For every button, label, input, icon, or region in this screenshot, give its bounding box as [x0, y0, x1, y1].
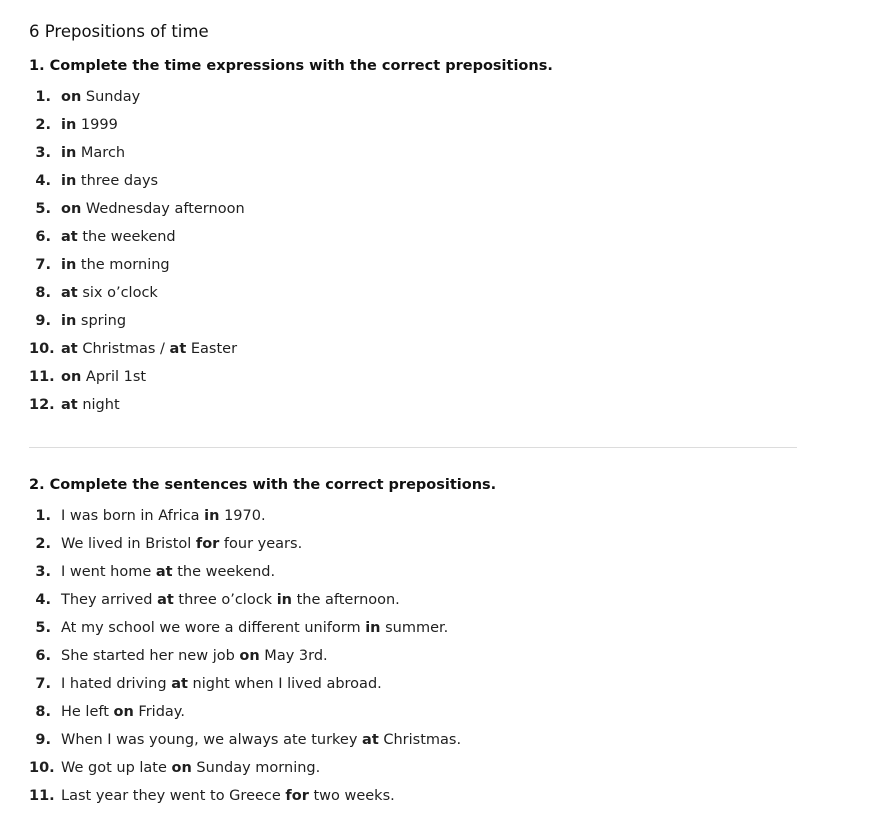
- item-text-segment: two weeks.: [308, 788, 395, 804]
- item-text: [61, 167, 158, 195]
- item-text-segment: summer.: [380, 620, 449, 636]
- list-item: [29, 279, 869, 307]
- item-text: [61, 502, 266, 530]
- answer-preposition: in: [276, 592, 292, 608]
- answer-preposition: at: [61, 341, 78, 357]
- list-item: [29, 614, 869, 642]
- answer-preposition: on: [61, 201, 82, 217]
- item-text-segment: April 1st: [81, 369, 147, 385]
- item-number: 8.: [35, 285, 51, 301]
- list-item: [29, 139, 869, 167]
- answer-preposition: at: [61, 229, 78, 245]
- answer-preposition: at: [169, 341, 187, 357]
- list-item: [29, 586, 869, 614]
- answer-preposition: at: [157, 592, 174, 608]
- list-item: [29, 754, 869, 782]
- list-item: [29, 167, 869, 195]
- list-item: [29, 195, 869, 223]
- answer-preposition: at: [61, 285, 78, 301]
- answer-preposition: in: [204, 508, 220, 524]
- item-text-segment: March: [76, 145, 126, 161]
- list-item: [29, 642, 869, 670]
- item-text: [61, 754, 320, 782]
- item-number: 5.: [35, 620, 51, 636]
- time-expressions-list: [29, 83, 869, 419]
- item-text-segment: 1999: [76, 117, 118, 133]
- item-text-segment: I was born in Africa: [61, 508, 205, 524]
- item-text-segment: She started her new job: [61, 648, 240, 664]
- list-item: [29, 670, 869, 698]
- item-number: 7.: [35, 676, 51, 692]
- list-item: [29, 698, 869, 726]
- item-text: [61, 530, 302, 558]
- item-text: [61, 586, 400, 614]
- item-number: 11.: [29, 369, 55, 385]
- item-number: 10.: [29, 341, 55, 357]
- item-number: 2.: [35, 117, 51, 133]
- item-number: 6.: [35, 648, 51, 664]
- item-text: [61, 251, 170, 279]
- item-number: 1.: [35, 508, 51, 524]
- list-item: [29, 558, 869, 586]
- item-number: 7.: [35, 257, 51, 273]
- item-text: [61, 335, 237, 363]
- page-title: 6 Prepositions of time: [29, 22, 209, 41]
- answer-preposition: in: [61, 313, 77, 329]
- item-number: 2.: [35, 536, 51, 552]
- item-text-segment: Christmas /: [77, 341, 170, 357]
- answer-preposition: in: [365, 620, 381, 636]
- item-text-segment: They arrived: [61, 592, 158, 608]
- item-text-segment: Last year they went to Greece: [61, 788, 286, 804]
- item-text: [61, 670, 382, 698]
- item-text: [61, 614, 448, 642]
- list-item: [29, 335, 869, 363]
- answer-preposition: on: [61, 369, 82, 385]
- answer-preposition: at: [61, 397, 78, 413]
- list-item: [29, 530, 869, 558]
- list-item: [29, 363, 869, 391]
- section-sentences: [29, 475, 869, 810]
- item-number: 9.: [35, 313, 51, 329]
- answer-preposition: on: [239, 648, 260, 664]
- item-number: 3.: [35, 564, 51, 580]
- item-text-segment: I went home: [61, 564, 156, 580]
- answer-preposition: in: [61, 257, 77, 273]
- section-2-heading: 2. Complete the sentences with the correct prepositions.: [29, 477, 497, 493]
- item-text: [61, 391, 120, 419]
- item-text: [61, 726, 461, 754]
- item-text-segment: Sunday morning.: [191, 760, 321, 776]
- item-number: 4.: [35, 173, 51, 189]
- item-text-segment: the weekend.: [172, 564, 276, 580]
- list-item: [29, 111, 869, 139]
- item-text-segment: 1970.: [219, 508, 266, 524]
- item-text-segment: At my school we wore a different uniform: [61, 620, 366, 636]
- item-text: [61, 307, 126, 335]
- sentences-list: [29, 502, 869, 810]
- item-text-segment: spring: [76, 313, 127, 329]
- answer-preposition: on: [113, 704, 134, 720]
- answer-preposition: on: [171, 760, 192, 776]
- answer-preposition: at: [362, 732, 379, 748]
- item-text: [61, 698, 185, 726]
- list-item: [29, 83, 869, 111]
- item-text-segment: We lived in Bristol: [61, 536, 196, 552]
- item-text: [61, 279, 158, 307]
- answer-preposition: in: [61, 117, 77, 133]
- list-item: [29, 391, 869, 419]
- answer-preposition: in: [61, 145, 77, 161]
- item-text-segment: I hated driving: [61, 676, 172, 692]
- list-item: [29, 782, 869, 810]
- item-text: [61, 139, 125, 167]
- item-text-segment: May 3rd.: [259, 648, 328, 664]
- item-text: [61, 223, 176, 251]
- list-item: [29, 307, 869, 335]
- item-text-segment: night when I lived abroad.: [187, 676, 382, 692]
- item-text-segment: the morning: [76, 257, 170, 273]
- answer-preposition: on: [61, 89, 82, 105]
- item-text: [61, 195, 245, 223]
- list-item: [29, 502, 869, 530]
- item-number: 3.: [35, 145, 51, 161]
- item-text: [61, 642, 328, 670]
- item-text-segment: Easter: [186, 341, 238, 357]
- section-1-heading: 1. Complete the time expressions with the correct prepositions.: [29, 58, 553, 74]
- item-text-segment: night: [77, 397, 120, 413]
- item-text-segment: Sunday: [81, 89, 141, 105]
- item-number: 4.: [35, 592, 51, 608]
- item-text: [61, 111, 118, 139]
- item-number: 11.: [29, 788, 55, 804]
- item-text-segment: Friday.: [133, 704, 185, 720]
- item-text-segment: three o’clock: [173, 592, 277, 608]
- list-item: [29, 726, 869, 754]
- item-number: 5.: [35, 201, 51, 217]
- section-divider: [29, 447, 797, 448]
- item-text-segment: He left: [61, 704, 114, 720]
- item-text-segment: four years.: [219, 536, 303, 552]
- item-text-segment: the afternoon.: [292, 592, 400, 608]
- item-text-segment: Christmas.: [378, 732, 462, 748]
- answer-preposition: at: [155, 564, 173, 580]
- item-number: 9.: [35, 732, 51, 748]
- item-text: [61, 782, 395, 810]
- answer-preposition: for: [285, 788, 309, 804]
- item-number: 12.: [29, 397, 55, 413]
- list-item: [29, 223, 869, 251]
- answer-preposition: for: [195, 536, 220, 552]
- item-text-segment: six o’clock: [77, 285, 158, 301]
- item-text-segment: the weekend: [77, 229, 176, 245]
- section-time-expressions: [29, 56, 869, 419]
- item-text-segment: three days: [76, 173, 159, 189]
- item-text-segment: We got up late: [61, 760, 172, 776]
- item-text-segment: Wednesday afternoon: [81, 201, 245, 217]
- item-number: 1.: [35, 89, 51, 105]
- item-text: [61, 83, 140, 111]
- item-number: 10.: [29, 760, 55, 776]
- item-text-segment: When I was young, we always ate turkey: [61, 732, 363, 748]
- list-item: [29, 251, 869, 279]
- item-number: 6.: [35, 229, 51, 245]
- item-text: [61, 558, 275, 586]
- item-text: [61, 363, 146, 391]
- item-number: 8.: [35, 704, 51, 720]
- answer-preposition: at: [171, 676, 188, 692]
- answer-preposition: in: [61, 173, 77, 189]
